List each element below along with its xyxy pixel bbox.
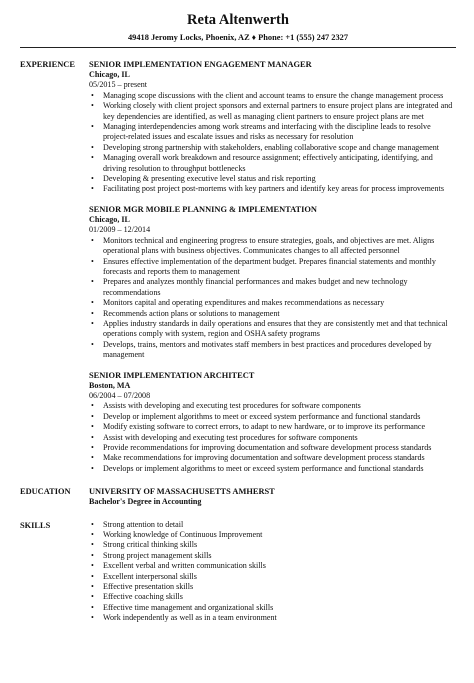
bullet-icon: • bbox=[91, 235, 94, 245]
list-item-text: Ensures effective implementation of the department budget. Prepares financial statements and monthly forecasts and reports them to management bbox=[103, 256, 436, 276]
list-item-text: Strong project management skills bbox=[103, 550, 212, 560]
bullet-icon: • bbox=[91, 463, 94, 473]
bullet-icon: • bbox=[91, 519, 94, 529]
education-heading: EDUCATION bbox=[20, 487, 71, 497]
list-item-text: Managing overall work breakdown and resource assignment; effectively anticipating, identifying, and driving resolution to throughput bottlenecks bbox=[103, 153, 433, 173]
bullet-icon: • bbox=[91, 561, 94, 571]
list-item-text: Excellent interpersonal skills bbox=[103, 571, 197, 581]
list-item bbox=[91, 256, 456, 278]
list-item-text: Strong critical thinking skills bbox=[103, 540, 198, 550]
bullet-icon: • bbox=[91, 174, 94, 184]
list-item bbox=[91, 401, 456, 411]
list-item bbox=[91, 318, 456, 340]
bullet-icon: • bbox=[91, 530, 94, 540]
list-item bbox=[91, 153, 456, 174]
list-item-text: Developing strong partnership with stakeholders, enabling collaborative scope and change management bbox=[103, 142, 440, 152]
job-bullets bbox=[89, 236, 456, 361]
list-item-text: Working closely with client project sponsors and external partners to ensure project plans are integrated and key dependencies are identified, as well as managing client partners to ensure project plans are met bbox=[103, 101, 453, 121]
list-item-text: Effective coaching skills bbox=[103, 592, 183, 602]
list-item-text: Developing & presenting executive level status and risk reporting bbox=[103, 174, 316, 184]
list-item-text: Effective time management and organizational skills bbox=[103, 602, 274, 612]
list-item-text: Prepares and analyzes monthly financial performances and makes budget and new technology recommendations bbox=[103, 277, 408, 297]
list-item bbox=[91, 411, 456, 422]
education-entry bbox=[89, 486, 456, 507]
list-item-text: Effective presentation skills bbox=[103, 582, 194, 592]
list-item bbox=[91, 298, 456, 308]
list-item-text: Working knowledge of Continuous Improvement bbox=[103, 530, 263, 540]
bullet-icon: • bbox=[91, 142, 94, 152]
experience-section bbox=[20, 59, 456, 483]
bullet-icon: • bbox=[91, 453, 94, 463]
candidate-name: Reta Altenwerth bbox=[187, 12, 289, 28]
bullet-icon: • bbox=[91, 122, 94, 132]
bullet-icon: • bbox=[91, 432, 94, 442]
job-location: Chicago, IL bbox=[89, 70, 130, 79]
bullet-icon: • bbox=[91, 308, 94, 318]
education-section bbox=[20, 486, 456, 507]
job-title: SENIOR MGR MOBILE PLANNING & IMPLEMENTATION bbox=[89, 204, 317, 214]
bullet-icon: • bbox=[91, 411, 94, 421]
list-item bbox=[91, 122, 456, 143]
skills-section bbox=[20, 520, 456, 624]
list-item-text: Work independently as well as in a team environment bbox=[103, 613, 277, 623]
experience-list bbox=[89, 59, 456, 483]
job-entry bbox=[89, 370, 456, 475]
list-item bbox=[91, 174, 456, 184]
bullet-icon: • bbox=[91, 571, 94, 581]
bullet-icon: • bbox=[91, 153, 94, 163]
job-dates: 01/2009 – 12/2014 bbox=[89, 225, 151, 235]
job-title: SENIOR IMPLEMENTATION ENGAGEMENT MANAGER bbox=[89, 60, 312, 69]
list-item-text: Assists with developing and executing test procedures for software components bbox=[103, 401, 361, 411]
bullet-icon: • bbox=[91, 550, 94, 560]
education-school: UNIVERSITY OF MASSACHUSETTS AMHERST bbox=[89, 487, 275, 497]
list-item-text: Monitors technical and engineering progress to ensure strategies, goals, and objectives are met. Aligns operational plans with business objectives. Communicates changes to all affected personnel bbox=[103, 235, 435, 256]
job-title: SENIOR IMPLEMENTATION ARCHITECT bbox=[89, 370, 255, 380]
experience-heading: EXPERIENCE bbox=[20, 60, 75, 69]
skills-heading: SKILLS bbox=[20, 520, 51, 530]
list-item bbox=[91, 540, 456, 550]
list-item-text: Excellent verbal and written communication skills bbox=[103, 561, 266, 571]
list-item-text: Develop or implement algorithms to meet or exceed system performance and functional standards bbox=[103, 411, 421, 421]
list-item-text: Strong attention to detail bbox=[103, 519, 184, 529]
list-item bbox=[91, 422, 456, 432]
list-item-text: Managing interdependencies among work streams and interfacing with the discipline leads to resolve project-related issues and escalate issues and risks as necessary for resolution bbox=[103, 122, 431, 142]
header-divider bbox=[20, 47, 456, 48]
skills-list bbox=[89, 520, 456, 624]
list-item bbox=[91, 613, 456, 623]
bullet-icon: • bbox=[91, 602, 94, 612]
job-entry bbox=[89, 204, 456, 361]
list-item bbox=[91, 453, 456, 463]
list-item-text: Monitors capital and operating expenditures and makes recommendations as necessary bbox=[103, 298, 385, 308]
job-location: Chicago, IL bbox=[89, 214, 130, 224]
bullet-icon: • bbox=[91, 256, 94, 266]
list-item bbox=[91, 561, 456, 571]
list-item bbox=[91, 235, 456, 257]
skills-list-container bbox=[89, 520, 456, 624]
list-item-text: Managing scope discussions with the client and account teams to ensure the change management process bbox=[103, 90, 444, 100]
list-item-text: Develops, trains, mentors and motivates staff members in best practices and procedures developed by management bbox=[103, 339, 432, 360]
list-item-text: Recommends action plans or solutions to management bbox=[103, 308, 280, 318]
bullet-icon: • bbox=[91, 540, 94, 550]
job-location: Boston, MA bbox=[89, 380, 131, 390]
bullet-icon: • bbox=[91, 422, 94, 432]
job-dates: 06/2004 – 07/2008 bbox=[89, 390, 151, 400]
list-item-text: Assist with developing and executing test procedures for software components bbox=[103, 432, 358, 442]
list-item-text: Modify existing software to correct errors, to adapt to new hardware, or to improve its performance bbox=[103, 422, 426, 432]
job-bullets bbox=[89, 401, 456, 474]
list-item-text: Applies industry standards in daily operations and ensures that they are consistently met and that technical operations comply with system, region and OSHA safety programs bbox=[103, 318, 448, 339]
list-item bbox=[91, 519, 456, 530]
bullet-icon: • bbox=[91, 101, 94, 111]
bullet-icon: • bbox=[91, 582, 94, 592]
list-item bbox=[91, 184, 456, 194]
list-item bbox=[91, 530, 456, 540]
list-item bbox=[91, 571, 456, 582]
list-item-text: Make recommendations for improving documentation and software development process standards bbox=[103, 453, 425, 463]
list-item bbox=[91, 90, 456, 101]
job-entry bbox=[89, 59, 456, 195]
list-item-text: Provide recommendations for improving documentation and software development process standards bbox=[103, 443, 432, 452]
bullet-icon: • bbox=[91, 592, 94, 602]
bullet-icon: • bbox=[91, 318, 94, 328]
bullet-icon: • bbox=[91, 613, 94, 623]
list-item bbox=[91, 602, 456, 613]
bullet-icon: • bbox=[91, 277, 94, 287]
list-item bbox=[91, 592, 456, 602]
list-item bbox=[91, 101, 456, 122]
contact-line: 49418 Jeromy Locks, Phoenix, AZ ♦ Phone: +1 (555) 247 2327 bbox=[127, 33, 349, 42]
list-item-text: Develops or implement algorithms to meet or exceed system performance and functional standards bbox=[103, 463, 424, 473]
education-degree: Bachelor's Degree in Accounting bbox=[89, 497, 202, 507]
bullet-icon: • bbox=[91, 401, 94, 411]
list-item-text: Facilitating post project post-mortems with key partners and identify key areas for process improvements bbox=[103, 184, 444, 194]
list-item bbox=[91, 277, 456, 298]
list-item bbox=[91, 463, 456, 474]
list-item bbox=[91, 550, 456, 561]
list-item bbox=[91, 339, 456, 361]
bullet-icon: • bbox=[91, 298, 94, 308]
list-item bbox=[91, 142, 456, 153]
bullet-icon: • bbox=[91, 443, 94, 452]
list-item bbox=[91, 308, 456, 319]
bullet-icon: • bbox=[91, 184, 94, 194]
bullet-icon: • bbox=[91, 339, 94, 349]
job-dates: 05/2015 – present bbox=[89, 80, 147, 90]
list-item bbox=[91, 432, 456, 443]
list-item bbox=[91, 582, 456, 592]
list-item bbox=[91, 443, 456, 453]
bullet-icon: • bbox=[91, 90, 94, 100]
job-bullets bbox=[89, 91, 456, 195]
